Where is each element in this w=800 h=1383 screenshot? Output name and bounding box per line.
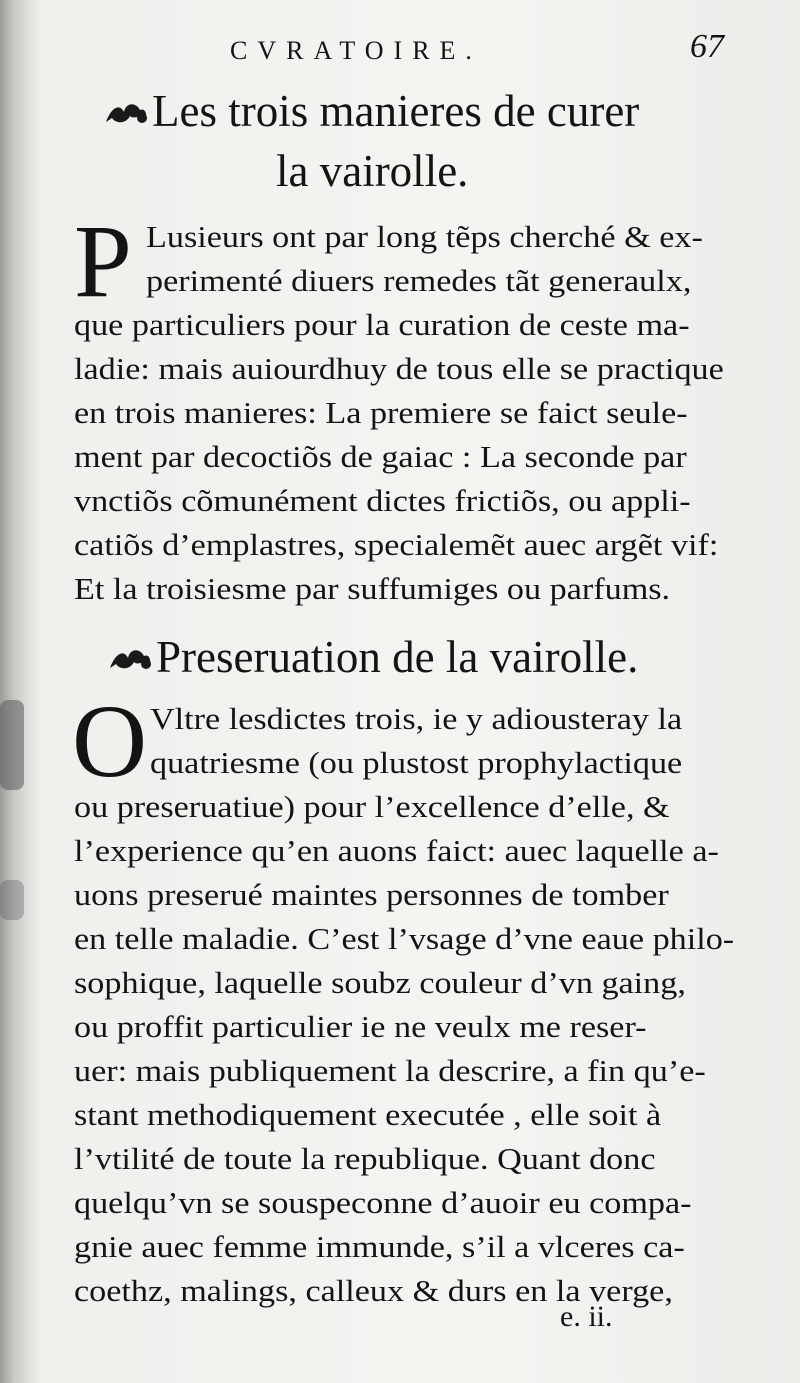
text-line: quatriesme (ou plustost prophylactique [150,746,683,780]
text-line: Et la troisiesme par suffumiges ou parfums. [74,572,671,606]
running-head [0,28,800,74]
scan-stain [0,880,24,920]
text-line: que particuliers pour la curation de ceste ma- [74,308,690,342]
text-line: uons preserué maintes personnes de tomber [74,878,669,912]
text-line: catiõs d’emplastres, specialemẽt auec argẽt vif: [74,528,719,562]
text-line: quelqu’vn se souspeconne d’auoir eu compa- [74,1186,692,1220]
text-line: stant methodiquement executée , elle soit à [74,1098,662,1132]
drop-cap: P [74,204,132,319]
heading-line: la vairolle. [276,146,469,196]
heading-line: Preseruation de la vairolle. [156,632,639,682]
scan-stain [0,700,24,790]
text-line: ou proffit particulier ie ne veulx me reser- [74,1010,647,1044]
fleuron-icon [104,98,148,128]
text-line: coethz, malings, calleux & durs en la verge, [74,1274,673,1308]
drop-cap: O [72,684,148,799]
text-line: Vltre lesdictes trois, ie y adiousteray la [150,702,683,736]
text-line: l’experience qu’en auons faict: auec laquelle a- [74,834,719,868]
text-line: ment par decoctiõs de gaiac : La seconde par [74,440,687,474]
heading-line: Les trois manieres de curer [152,86,640,136]
signature-mark: e. ii. [560,1300,613,1333]
text-line: Lusieurs ont par long tẽps cherché & ex- [146,220,703,254]
text-line: ladie: mais auiourdhuy de tous elle se practique [74,352,724,386]
text-line: en telle maladie. C’est l’vsage d’vne eaue philo- [74,922,735,956]
text-line: l’vtilité de toute la republique. Quant donc [74,1142,656,1176]
text-line: uer: mais publiquement la descrire, a fin qu’e- [74,1054,706,1088]
fleuron-icon [108,644,152,674]
text-line: sophique, laquelle soubz couleur d’vn gaing, [74,966,686,1000]
text-line: ou preseruatiue) pour l’excellence d’elle, & [74,790,670,824]
text-line: vnctiõs cõmunément dictes frictiõs, ou appli- [74,484,691,518]
text-line: en trois manieres: La premiere se faict seule- [74,396,688,430]
page-number: 67 [690,28,724,65]
text-line: perimenté diuers remedes tãt generaulx, [146,264,692,298]
text-line: gnie auec femme immunde, s’il a vlceres ca- [74,1230,685,1264]
running-head-title: CVRATOIRE. [230,36,482,65]
